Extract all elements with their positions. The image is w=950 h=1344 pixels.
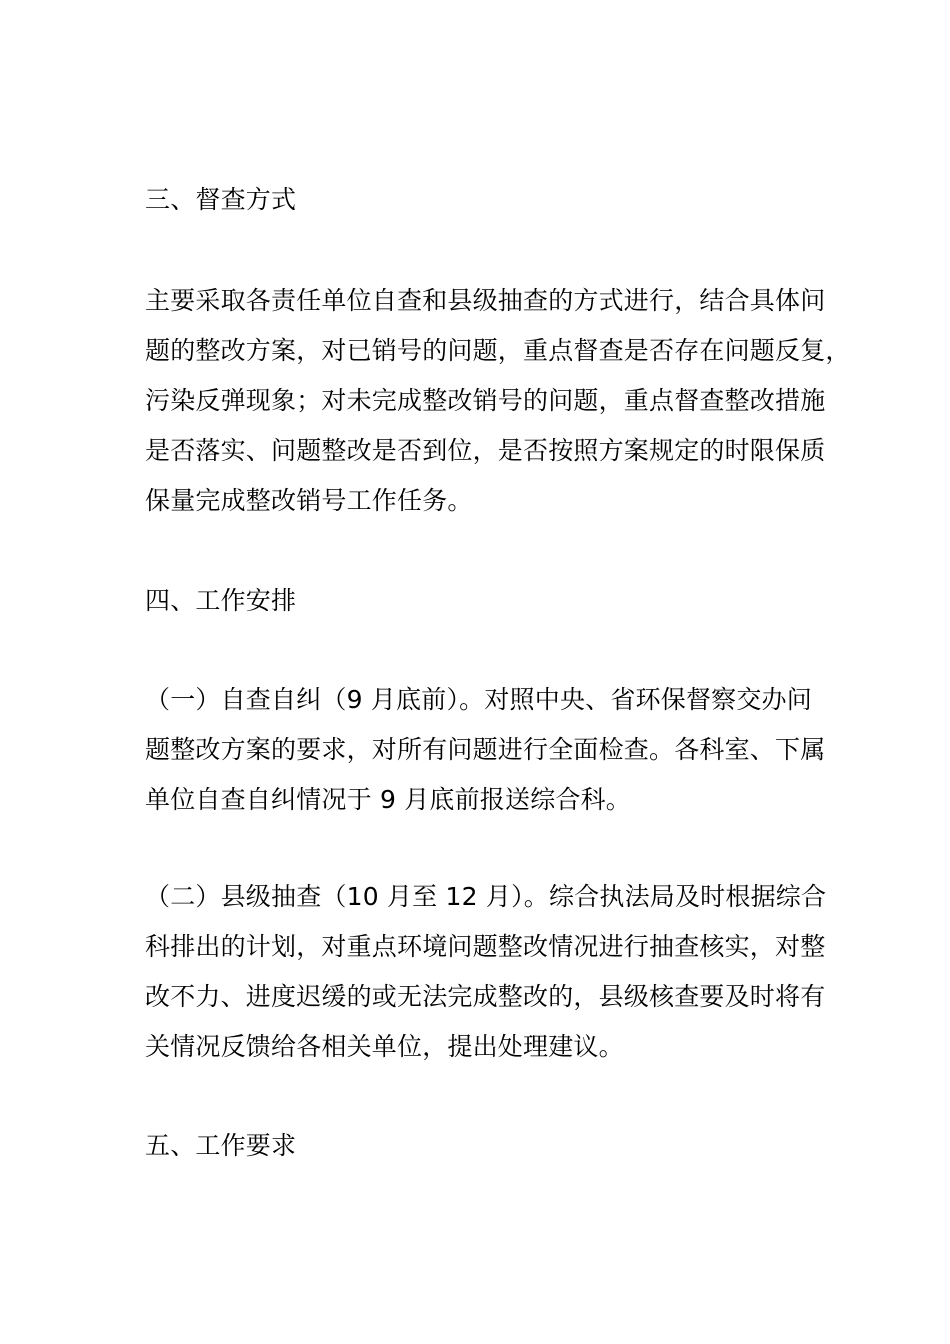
section-3-paragraph-line: 污染反弹现象；对未完成整改销号的问题，重点督查整改措施 [145,386,826,415]
section-4-item-1-line: （一）自查自纠（9 月底前）。对照中央、省环保督察交办问 [145,685,812,714]
section-3-paragraph-line: 是否落实、问题整改是否到位，是否按照方案规定的时限保质 [145,436,826,465]
section-3-paragraph-line: 主要采取各责任单位自查和县级抽查的方式进行，结合具体问 [145,286,826,315]
section-4-heading: 四、工作安排 [145,586,297,615]
section-3-paragraph-line: 保量完成整改销号工作任务。 [145,486,473,515]
section-4-item-2-line: 关情况反馈给各相关单位，提出处理建议。 [145,1032,624,1061]
section-3-paragraph-line: 题的整改方案，对已销号的问题，重点督查是否存在问题反复， [145,336,851,365]
section-4-item-2-line: 改不力、进度迟缓的或无法完成整改的，县级核查要及时将有 [145,982,826,1011]
section-4-item-1-line: 单位自查自纠情况于 9 月底前报送综合科。 [145,785,632,814]
section-5-heading: 五、工作要求 [145,1131,297,1160]
section-4-item-2-line: 科排出的计划，对重点环境问题整改情况进行抽查核实，对整 [145,932,826,961]
section-4-item-2-line: （二）县级抽查（10 月至 12 月）。综合执法局及时根据综合 [145,882,827,911]
section-4-item-1-line: 题整改方案的要求，对所有问题进行全面检查。各科室、下属 [145,735,826,764]
section-3-heading: 三、督查方式 [145,185,297,214]
